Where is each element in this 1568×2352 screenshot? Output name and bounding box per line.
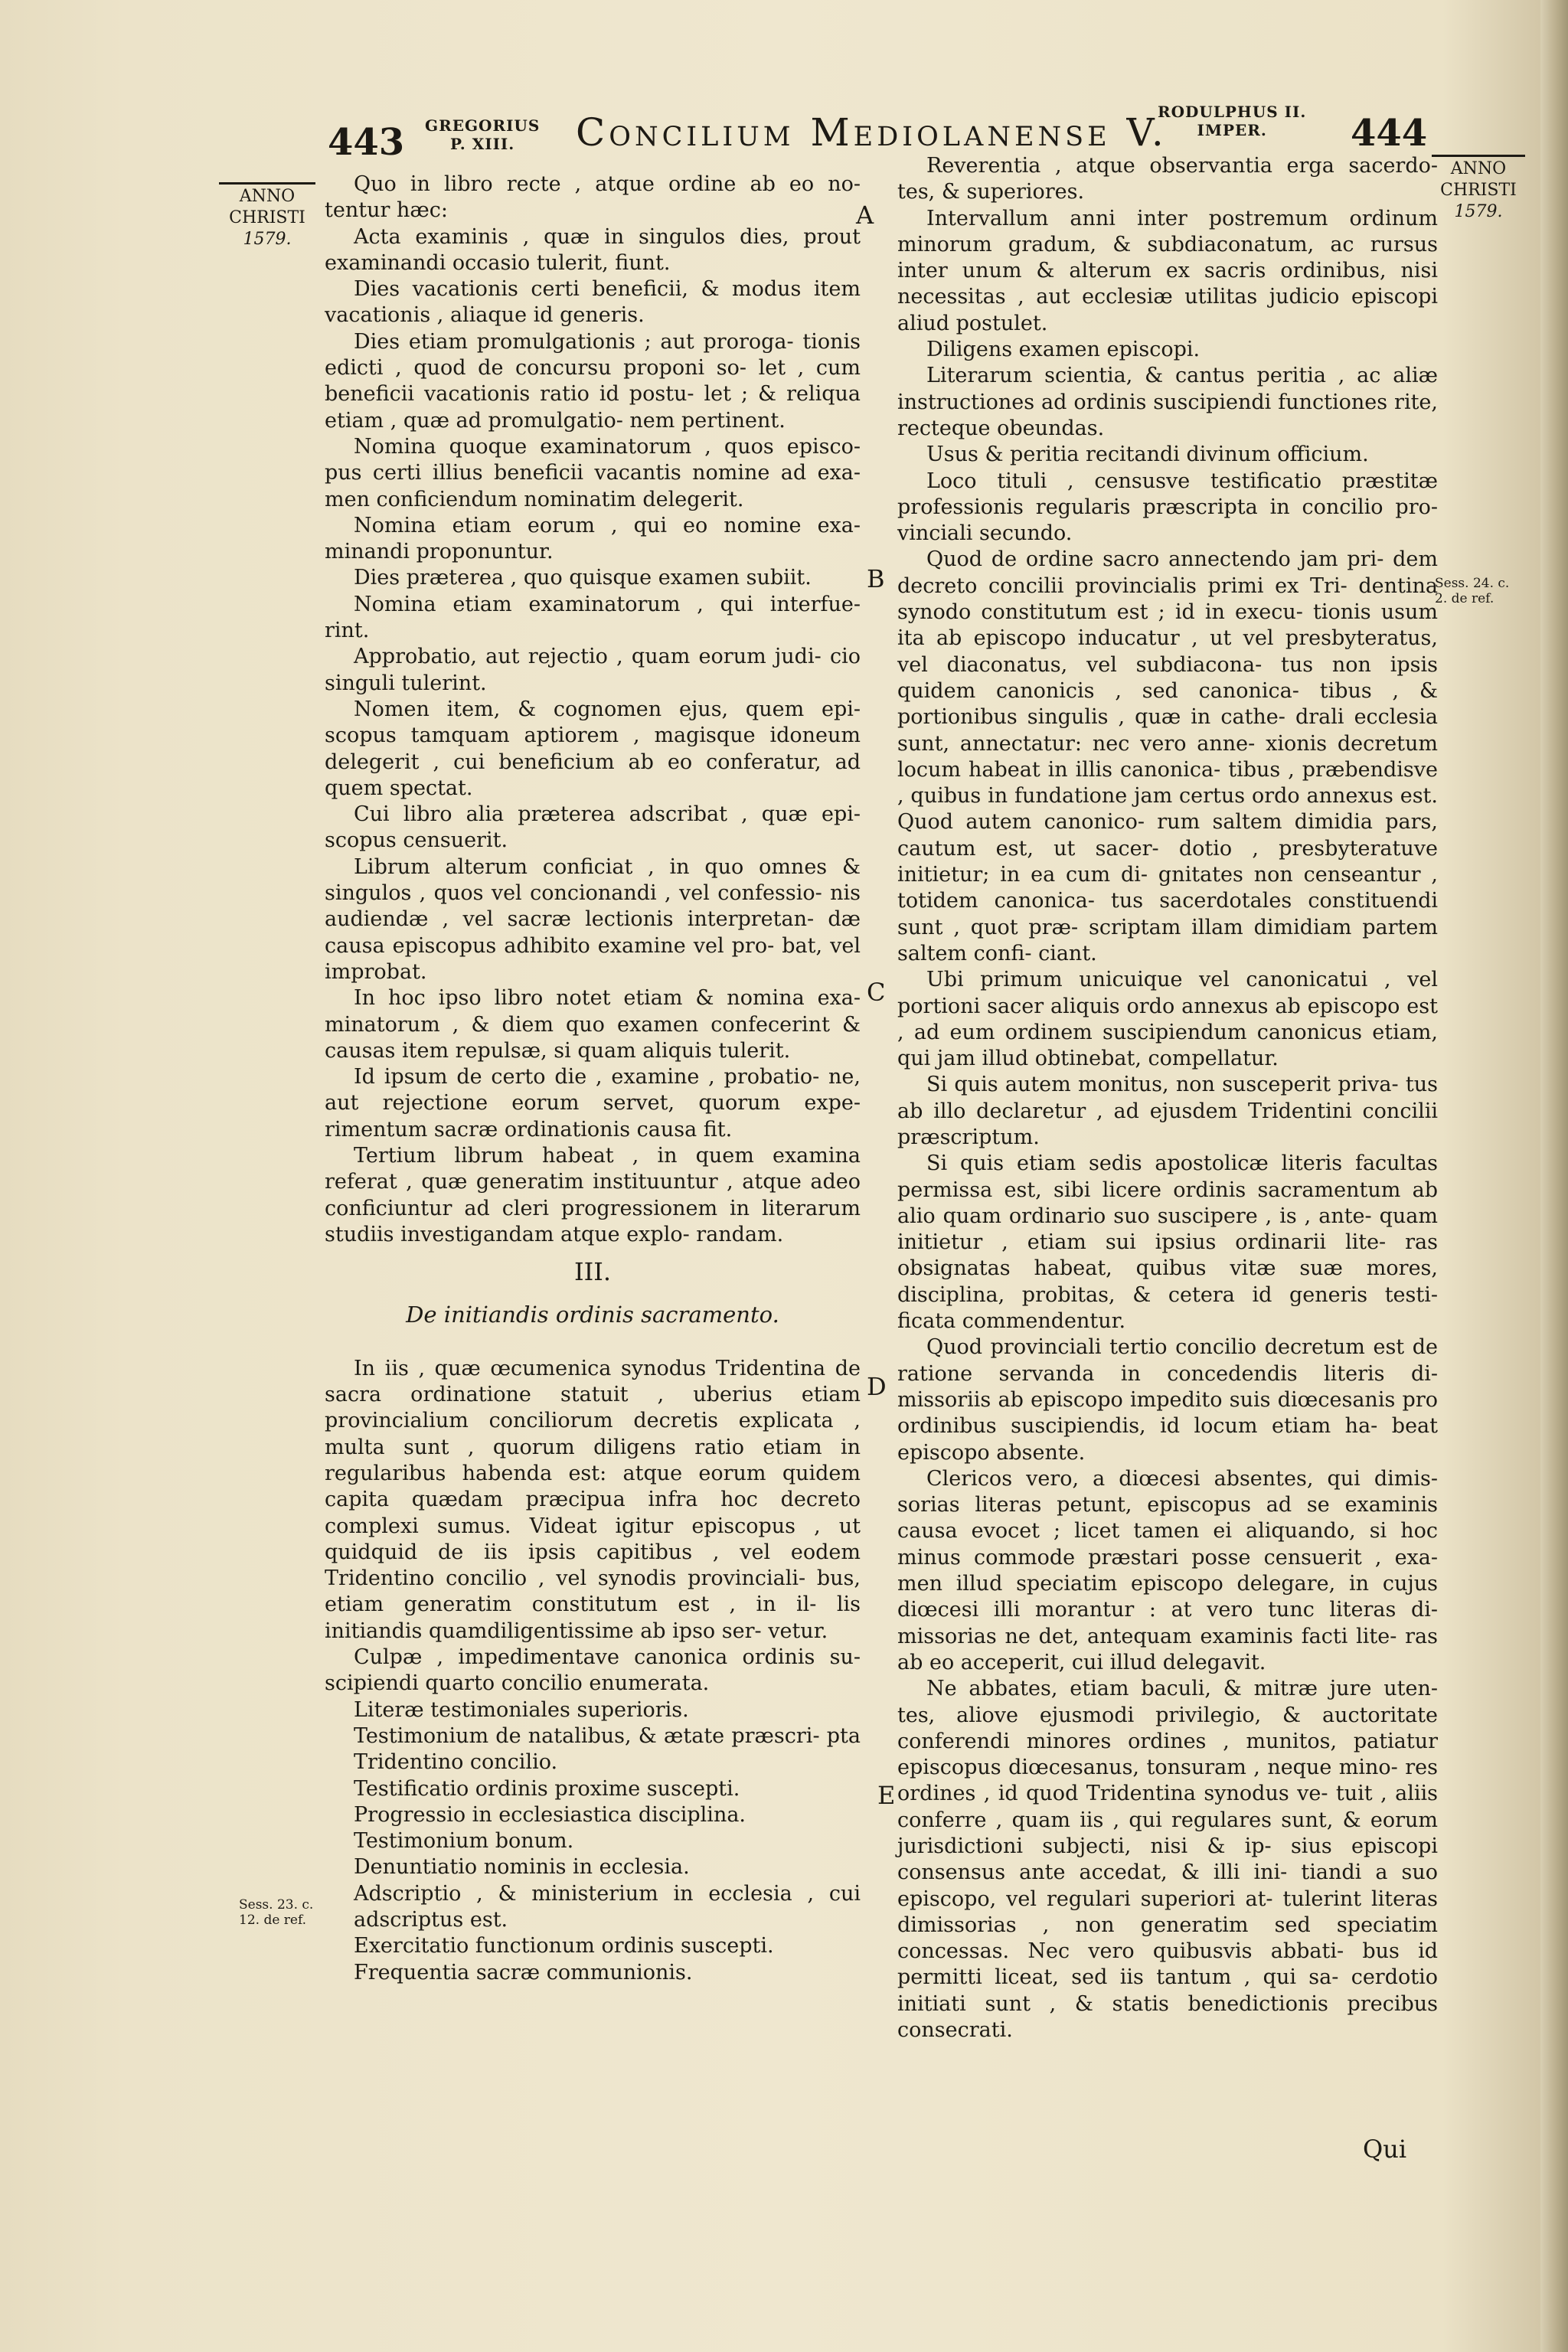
section-marker-a: A [856, 201, 874, 230]
section-intro: In iis , quæ œcumenica synodus Tridentina de sacra ordinatione statuit , uberius etiam provincialium conciliorum decretis explicata , multa sunt , quorum diligens ratio etiam in regularibus habenda est: atque eorum quidem capita quædam præcipua infra hoc decreto complexi sumus. Videat igitur episcopus , ut quidquid de iis ipsis capitibus , vel eodem Tridentino concilio , vel synodis provinciali- bus, etiam generatim constitutum est , in il- lis initiandis quamdiligentissime ab ipso ser- vetur. [325, 1356, 861, 1643]
anno-label: ANNO [239, 187, 296, 206]
paragraph: Dies vacationis certi beneficii, & modus item vacationis , aliaque id generis. [325, 277, 861, 328]
left-running-line1: GREGORIUS [425, 116, 541, 135]
side-note-line2: 12. de ref. [239, 1913, 307, 1928]
paragraph: Nomina quoque examinatorum , quos episco- pus certi illius beneficii vacantis nomine ad exa- men conficiendum nominatim delegerit. [325, 434, 861, 511]
left-page-number: 443 [328, 121, 405, 164]
left-margin-note [239, 1897, 313, 1928]
book-binding-edge [1540, 0, 1568, 2352]
list-item: Adscriptio , & ministerium in ecclesia , cui adscriptus est. [354, 1881, 861, 1932]
section-marker-c: C [867, 978, 886, 1007]
paragraph: Nomina etiam examinatorum , qui interfue- rint. [325, 592, 861, 643]
right-text-column [897, 153, 1438, 2043]
paragraph: Nomen item, & cognomen ejus, quem epi- scopus tamquam aptiorem , magisque idoneum delegerit , cui beneficium ab eo conferatur, ad quem spectat. [325, 697, 861, 800]
side-note-line2: 2. de ref. [1435, 591, 1494, 606]
paragraph: Acta examinis , quæ in singulos dies, prout examinandi occasio tulerit, fiunt. [325, 224, 861, 275]
paragraph: Si quis etiam sedis apostolicæ literis facultas permissa est, sibi licere ordinis sacramentum ab alio quam ordinario suo suscipere , is , ante- quam initietur , etiam sui ipsius ordinarii lite- ras obsignatas habeat, quibus vitæ suæ mores, disciplina, probitas, & cetera id generis testi- ficata commendentur. [897, 1152, 1438, 1334]
paragraph: Diligens examen episcopi. [926, 338, 1200, 362]
paragraph: Ne abbates, etiam baculi, & mitræ jure uten- tes, aliove ejusmodi privilegio, & auctoritate conferendi minores ordines , munitos, patiatur episcopus diœcesanus, tonsuram , neque mino- res ordines , id quod Tridentina synodus ve- tuit , aliis conferre , quam iis , qui regulares sunt, & eorum jurisdictioni subjecti, nisi & ip- sius episcopi consensus ante accedat, & illi ini- tiandi a suo episcopo, vel regulari superiori at- tulerint literas dimissorias , non generatim sed speciatim concessas. Nec vero quibusvis abbati- bus id permitti liceat, sed iis tantum , qui sa- cerdotio initiati sunt , & statis benedictionis precibus consecrati. [897, 1677, 1438, 2043]
paragraph: Clericos vero, a diœcesi absentes, qui dimis- sorias literas petunt, episcopus ad se examinis causa evocet ; licet tamen ei aliquando, si hoc minus commode præstari posse censuerit , exa- men illud speciatim episcopo delegare, in cujus diœcesi illi morantur : at vero tunc literas di- missorias ne det, antequam examinis facti lite- ras ab eo acceperit, cui illud delegavit. [897, 1466, 1438, 1674]
section-title: De initiandis ordinis sacramento. [406, 1302, 779, 1328]
side-note-line1: Sess. 24. c. [1435, 576, 1510, 591]
paragraph: Usus & peritia recitandi divinum officium. [926, 443, 1369, 467]
right-running-head [1158, 103, 1306, 139]
left-running-line2: P. XIII. [450, 135, 515, 153]
paragraph: In hoc ipso libro notet etiam & nomina exa- minatorum , & diem quo examen confecerint & causas item repulsæ, si quam aliquis tulerit. [325, 986, 861, 1063]
page-title: Concilium Mediolanense V. [576, 110, 1168, 155]
list-item: Frequentia sacræ communionis. [354, 1960, 693, 1984]
right-running-line1: RODULPHUS II. [1158, 103, 1307, 121]
list-item: Testimonium bonum. [354, 1829, 574, 1854]
paragraph: Quod de ordine sacro annectendo jam pri- dem decreto concilii provincialis primi ex Tri- dentina synodo constitutum est ; id in execu- tionis usum ita ab episcopo inducatur , ut vel presbyteratus, vel diaconatus, vel subdiacona- tus non ipsis quidem canonicis , sed canonica- tibus , & portionibus singulis , quæ in cathe- drali ecclesia sunt, annectatur: nec vero anne- xionis decretum locum habeat in illis canonica- tibus , præbendisve , quibus in fundatione jam certus ordo annexus est. Quod autem canonico- rum saltem dimidia pars, cautum est, ut sacer- dotio , presbyteratuve initietur; in ea cum di- gnitates non censeantur , totidem canonica- tus sacerdotales constituendi sunt , quot præ- scriptam illam dimidiam partem saltem confi- ciant. [897, 547, 1438, 965]
right-page-number: 444 [1351, 112, 1428, 155]
year-box-left [219, 182, 315, 250]
paragraph: Quod provinciali tertio concilio decretum est de ratione servanda in concedendis literis di- missoriis ab episcopo impedito suis diœcesanis pro ordinibus suscipiendis, id locum etiam ha- beat episcopo absente. [897, 1335, 1438, 1465]
list-item: Testimonium de natalibus, & ætate præscri- pta Tridentino concilio. [354, 1723, 861, 1775]
left-text-column [325, 172, 861, 1986]
christi-label: CHRISTI [1440, 181, 1517, 200]
section-marker-e: E [877, 1781, 896, 1810]
paragraph: Tertium librum habeat , in quem examina referat , quæ generatim instituuntur , atque adeo conficiuntur ad cleri progressionem in literarum studiis investigandam atque explo- randam. [325, 1143, 861, 1246]
list-item: Testificatio ordinis proxime suscepti. [354, 1776, 740, 1801]
list-item: Denuntiatio nominis in ecclesia. [354, 1855, 690, 1880]
left-running-head [425, 116, 540, 153]
paragraph: Intervallum anni inter postremum ordinum minorum gradum, & subdiaconatum, ac rursus inter unum & alterum ex sacris ordinibus, nisi necessitas , aut ecclesiæ utilitas judicio episcopi aliud postulet. [897, 206, 1438, 335]
section-marker-d: D [867, 1372, 887, 1401]
paragraph: Culpæ , impedimentave canonica ordinis su- scipiendi quarto concilio enumerata. [325, 1645, 861, 1696]
paragraph: Si quis autem monitus, non susceperit priva- tus ab illo declaretur , ad ejusdem Tridentini concilii præscriptum. [897, 1073, 1438, 1149]
paragraph: Nomina etiam eorum , qui eo nomine exa- minandi proponuntur. [325, 513, 861, 564]
right-running-line2: IMPER. [1197, 121, 1267, 139]
list-item: Literæ testimoniales superioris. [354, 1697, 689, 1722]
paragraph: Literarum scientia, & cantus peritia , ac aliæ instructiones ad ordinis suscipiendi functiones rite, recteque obeundas. [897, 364, 1438, 440]
paragraph: Quo in libro recte , atque ordine ab eo no- tentur hæc: [325, 172, 861, 223]
paragraph: Cui libro alia præterea adscribat , quæ epi- scopus censuerit. [325, 802, 861, 853]
paragraph: Ubi primum unicuique vel canonicatui , vel portioni sacer aliquis ordo annexus ab episcopo est , ad eum ordinem suscipiendum canonicus etiam, qui jam illud obtinebat, compellatur. [897, 968, 1438, 1071]
catchword: Qui [1363, 2135, 1407, 2164]
year-box-right [1432, 155, 1525, 223]
paragraph: Approbatio, aut rejectio , quam eorum judi- cio singuli tulerint. [325, 645, 861, 695]
list-item: Progressio in ecclesiastica disciplina. [354, 1802, 746, 1827]
paragraph: Librum alterum conficiat , in quo omnes & singulos , quos vel concionandi , vel confessio- nis audiendæ , vel sacræ lectionis interpretan- dæ causa episcopus adhibito examine vel pro- bat, vel improbat. [325, 854, 861, 984]
paragraph: Reverentia , atque observantia erga sacerdo- tes, & superiores. [897, 154, 1438, 204]
right-margin-note [1435, 576, 1509, 606]
section-marker-b: B [867, 564, 885, 593]
paragraph: Dies etiam promulgationis ; aut proroga- tionis edicti , quod de concursu proponi so- let , cum beneficii vacationis ratio id postu- let ; & reliqua etiam , quæ ad promulgatio- nem pertinent. [325, 329, 861, 433]
list-item: Exercitatio functionum ordinis suscepti. [354, 1934, 774, 1958]
anno-label: ANNO [1450, 159, 1507, 178]
paragraph: Loco tituli , censusve testificatio præstitæ professionis regularis præscripta in concilio pro- vinciali secundo. [897, 469, 1438, 546]
paragraph: Id ipsum de certo die , examine , probatio- ne, aut rejectione eorum servet, quorum expe- rimentum sacræ ordinationis causa fit. [325, 1065, 861, 1142]
year-value: 1579. [243, 230, 292, 249]
christi-label: CHRISTI [229, 208, 305, 227]
year-value: 1579. [1454, 202, 1503, 221]
side-note-line1: Sess. 23. c. [239, 1897, 314, 1913]
section-number: III. [573, 1257, 612, 1287]
paragraph: Dies præterea , quo quisque examen subiit. [354, 566, 812, 590]
